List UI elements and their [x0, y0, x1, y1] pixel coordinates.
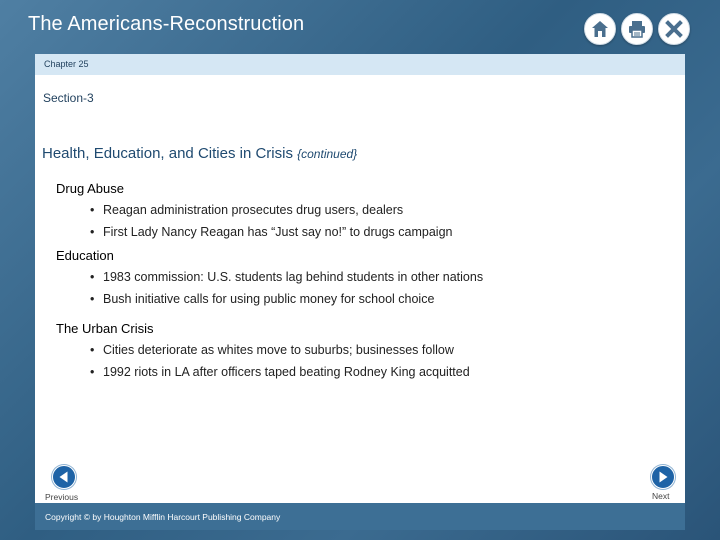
print-icon	[627, 19, 647, 39]
list-item	[90, 269, 676, 286]
previous-button[interactable]	[52, 465, 76, 489]
chapter-bar	[35, 54, 685, 75]
topic-title: Education	[56, 248, 114, 263]
list-item	[90, 364, 676, 381]
arrow-left-icon	[53, 466, 75, 488]
list-item	[90, 224, 676, 241]
slide-heading-suffix: {continued}	[297, 147, 358, 161]
previous-label[interactable]: Previous	[45, 492, 79, 502]
close-button[interactable]	[658, 13, 690, 45]
bullet-glyph: •	[90, 270, 95, 284]
slide-heading-text: Health, Education, and Cities in Crisis	[42, 145, 293, 162]
close-icon	[664, 19, 684, 39]
bullet-glyph: •	[90, 292, 95, 306]
print-button[interactable]	[621, 13, 653, 45]
bullet-text: 1992 riots in LA after officers taped beating Rodney King acquitted	[103, 365, 470, 379]
arrow-right-icon	[652, 466, 674, 488]
bullet-glyph: •	[90, 203, 95, 217]
bullet-glyph: •	[90, 343, 95, 357]
topic-group-urban-crisis	[56, 320, 676, 381]
bullet-text: Cities deteriorate as whites move to suburbs; businesses follow	[103, 343, 454, 357]
chapter-label: Chapter 25	[44, 59, 89, 69]
bullet-text: Reagan administration prosecutes drug users, dealers	[103, 203, 404, 217]
bullet-text: First Lady Nancy Reagan has “Just say no!” to drugs campaign	[103, 225, 453, 239]
list-item	[90, 202, 676, 219]
slide-heading	[42, 145, 357, 162]
topic-title: Drug Abuse	[56, 181, 124, 196]
topic-title: The Urban Crisis	[56, 321, 154, 336]
list-item	[90, 342, 676, 359]
topic-group-education	[56, 247, 676, 308]
bullet-text: 1983 commission: U.S. students lag behind students in other nations	[103, 270, 484, 284]
footer-bar	[35, 503, 685, 530]
home-icon	[590, 19, 610, 39]
topic-group-drug-abuse	[56, 180, 676, 241]
next-button[interactable]	[651, 465, 675, 489]
bullet-glyph: •	[90, 225, 95, 239]
bullet-list	[56, 269, 676, 308]
bullet-list	[56, 342, 676, 381]
app-title: The Americans-Reconstruction	[28, 13, 305, 35]
slide-content	[56, 180, 676, 386]
bullet-list	[56, 202, 676, 241]
bullet-text: Bush initiative calls for using public money for school choice	[103, 292, 435, 306]
list-item	[90, 291, 676, 308]
home-button[interactable]	[584, 13, 616, 45]
top-toolbar	[584, 13, 690, 45]
bullet-glyph: •	[90, 365, 95, 379]
slide-panel	[35, 54, 685, 530]
section-label: Section-3	[43, 91, 94, 105]
copyright-text: Copyright © by Houghton Mifflin Harcourt Publishing Company	[45, 512, 281, 522]
next-label[interactable]: Next	[652, 491, 670, 501]
